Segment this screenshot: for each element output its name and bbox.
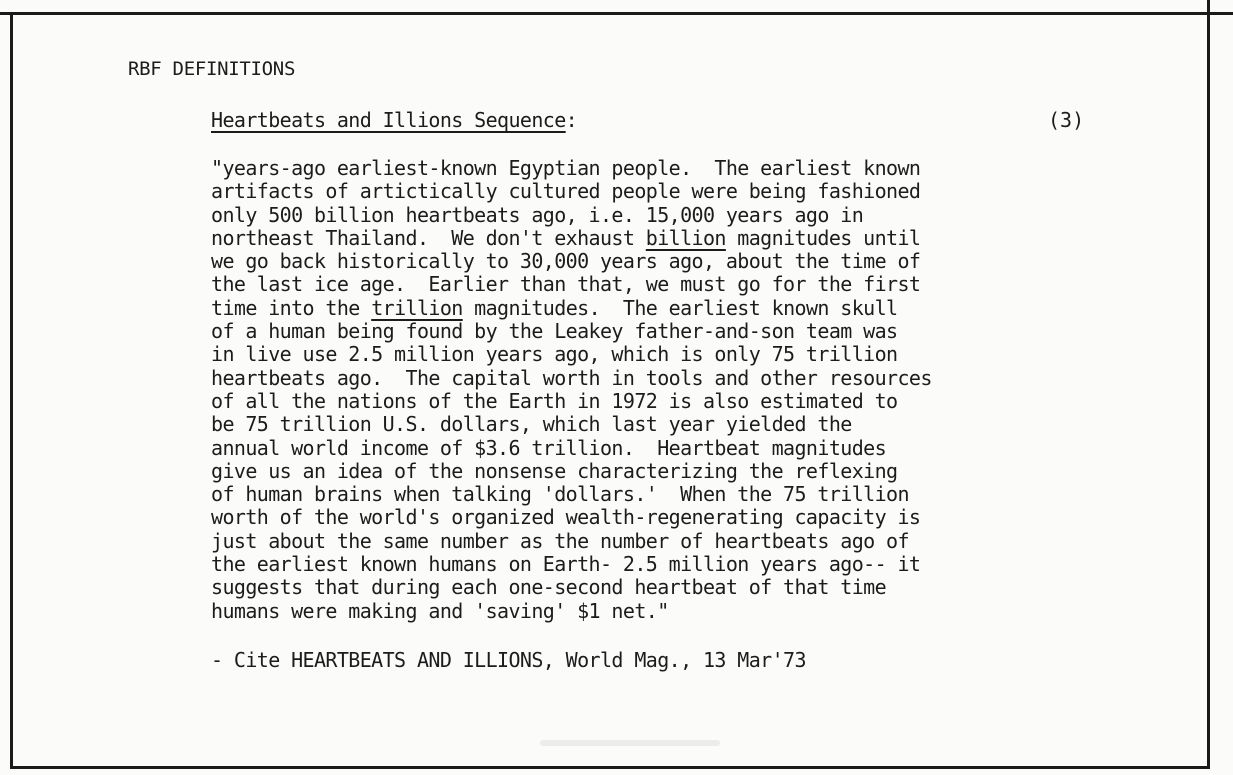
left-border — [10, 12, 13, 769]
body-line: the earliest known humans on Earth- 2.5 million years ago-- it — [211, 552, 921, 577]
underlined-word: billion — [645, 225, 726, 250]
top-rule — [0, 12, 1233, 15]
scan-smudge — [540, 740, 720, 746]
right-border — [1207, 0, 1210, 769]
body-line: of all the nations of the Earth in 1972 is also estimated to — [211, 388, 898, 413]
body-line: northeast Thailand. We don't exhaust billion magnitudes until — [211, 225, 921, 250]
body-line: the last ice age. Earlier than that, we must go for the first — [211, 272, 921, 297]
body-line: we go back historically to 30,000 years ago, about the time of — [211, 249, 921, 274]
document-heading: RBF DEFINITIONS — [128, 58, 296, 80]
body-line: worth of the world's organized wealth-regenerating capacity is — [211, 505, 921, 530]
section-number: (3) — [1048, 108, 1085, 132]
body-line: time into the trillion magnitudes. The earliest known skull — [211, 295, 898, 320]
body-line: annual world income of $3.6 trillion. Heartbeat magnitudes — [211, 435, 887, 460]
bottom-rule — [10, 766, 1210, 769]
body-line: in live use 2.5 million years ago, which is only 75 trillion — [211, 342, 898, 367]
quotation-body — [211, 157, 1101, 623]
section-title — [211, 108, 577, 132]
body-line: give us an idea of the nonsense characterizing the reflexing — [211, 458, 898, 483]
body-line: of human brains when talking 'dollars.' When the 75 trillion — [211, 482, 909, 507]
underlined-word: trillion — [371, 295, 463, 320]
body-line: humans were making and 'saving' $1 net." — [211, 598, 669, 623]
citation: - Cite HEARTBEATS AND ILLIONS, World Mag., 13 Mar'73 — [211, 648, 806, 672]
body-line: be 75 trillion U.S. dollars, which last year yielded the — [211, 412, 852, 437]
body-line: just about the same number as the number of heartbeats ago of — [211, 528, 909, 553]
body-line: suggests that during each one-second heartbeat of that time — [211, 575, 887, 600]
body-line: only 500 billion heartbeats ago, i.e. 15,000 years ago in — [211, 202, 864, 227]
body-line: artifacts of artictically cultured people were being fashioned — [211, 179, 921, 204]
body-line: of a human being found by the Leakey father-and-son team was — [211, 319, 898, 344]
body-line: heartbeats ago. The capital worth in tools and other resources — [211, 365, 932, 390]
section-title-colon: : — [565, 108, 578, 132]
body-line: "years-ago earliest-known Egyptian people. The earliest known — [211, 156, 921, 180]
section-title-text: Heartbeats and Illions Sequence — [211, 108, 566, 132]
